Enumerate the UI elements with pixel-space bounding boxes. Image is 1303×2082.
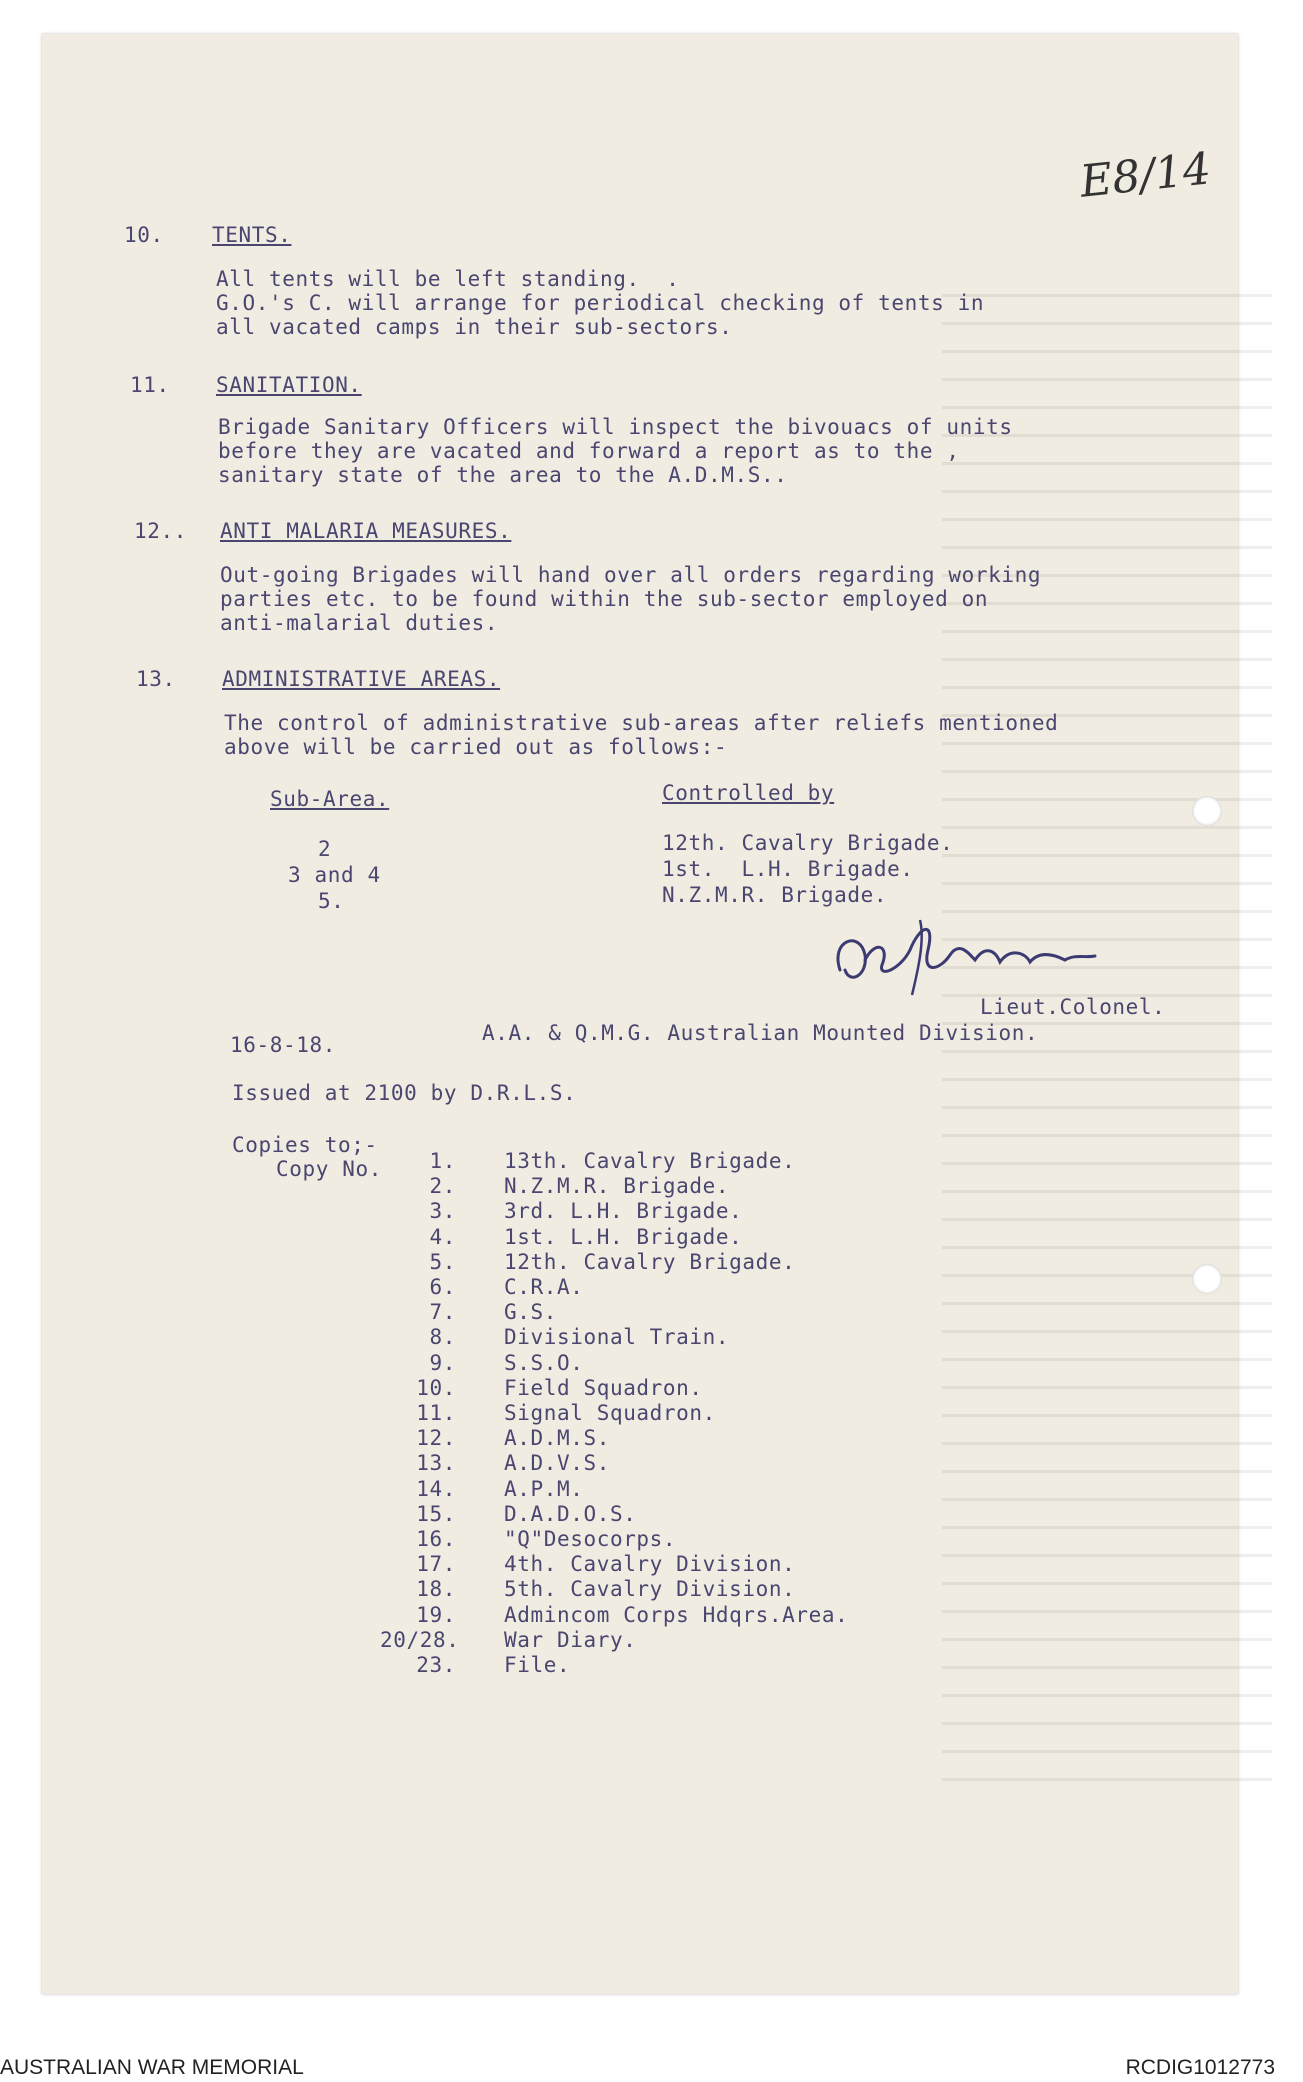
copy-recipient: C.R.A.	[504, 1275, 584, 1299]
section-12-line: anti-malarial duties.	[220, 611, 499, 635]
section-11-number: 11.	[130, 373, 170, 397]
section-11-title: SANITATION.	[216, 373, 362, 397]
footer-reference: RCDIG1012773	[1125, 2056, 1275, 2079]
section-11-line: Brigade Sanitary Officers will inspect the bivouacs of units	[218, 415, 1013, 439]
section-11-line: before they are vacated and forward a report as to the ,	[218, 439, 960, 463]
signatory-appointment: A.A. & Q.M.G. Australian Mounted Division.	[482, 1021, 1039, 1045]
copy-recipient: 3rd. L.H. Brigade.	[504, 1199, 743, 1224]
copy-number: 7.	[429, 1300, 456, 1325]
copy-no-label: Copy No.	[276, 1157, 382, 1181]
section-12-line: parties etc. to be found within the sub-sector employed on	[220, 587, 989, 611]
copy-number: 14.	[416, 1476, 456, 1501]
sub-area-cell: 5.	[318, 889, 345, 913]
controlled-by-cell: 1st. L.H. Brigade.	[662, 857, 914, 881]
section-10-number: 10.	[124, 223, 164, 247]
copy-number: 18.	[416, 1577, 456, 1602]
copy-recipient: A.D.M.S.	[504, 1426, 610, 1451]
copy-recipient: War Diary.	[504, 1627, 637, 1652]
copy-number: 6.	[429, 1275, 456, 1299]
copy-number: 1.	[429, 1149, 456, 1173]
copies-label: Copies to;-	[232, 1133, 378, 1157]
controlled-by-cell: 12th. Cavalry Brigade.	[662, 831, 954, 855]
copy-number: 20/28.	[380, 1627, 460, 1652]
section-13-title: ADMINISTRATIVE AREAS.	[222, 667, 501, 691]
copy-recipient: 13th. Cavalry Brigade.	[504, 1149, 796, 1173]
copy-number: 17.	[416, 1552, 456, 1577]
section-13-line: The control of administrative sub-areas after reliefs mentioned	[224, 711, 1059, 735]
copy-number: 10.	[416, 1375, 456, 1400]
section-12-title: ANTI MALARIA MEASURES.	[220, 519, 512, 543]
section-13-number: 13.	[136, 667, 176, 691]
copy-recipient: A.P.M.	[504, 1476, 584, 1501]
section-11-line: sanitary state of the area to the A.D.M.S..	[218, 463, 788, 487]
copy-recipient: N.Z.M.R. Brigade.	[504, 1174, 730, 1199]
section-12-line: Out-going Brigades will hand over all orders regarding working	[220, 563, 1042, 587]
copy-recipient: A.D.V.S.	[504, 1451, 610, 1476]
punch-hole-bottom	[1192, 1264, 1222, 1294]
copy-number: 9.	[429, 1350, 456, 1375]
copy-number: 23.	[416, 1653, 456, 1677]
copy-recipient: Field Squadron.	[504, 1375, 703, 1400]
copy-recipient: 4th. Cavalry Division.	[504, 1552, 796, 1577]
sub-area-cell: 2	[318, 837, 332, 861]
copy-recipient: Divisional Train.	[504, 1325, 730, 1350]
sub-area-header: Sub-Area.	[270, 787, 390, 811]
section-10-line: All tents will be left standing. .	[216, 267, 680, 291]
copy-number: 13.	[416, 1451, 456, 1476]
section-10-line: all vacated camps in their sub-sectors.	[216, 315, 733, 339]
copy-recipient: 1st. L.H. Brigade.	[504, 1224, 743, 1249]
copy-number: 2.	[429, 1174, 456, 1199]
controlled-by-header: Controlled by	[662, 781, 835, 805]
punch-hole-top	[1192, 796, 1222, 826]
copy-recipient: Admincom Corps Hdqrs.Area.	[504, 1602, 849, 1627]
distribution-list	[380, 1148, 900, 1708]
copy-recipient: S.S.O.	[504, 1350, 584, 1375]
controlled-by-cell: N.Z.M.R. Brigade.	[662, 883, 888, 907]
copy-recipient: File.	[504, 1653, 571, 1677]
copy-recipient: "Q"Desocorps.	[504, 1527, 677, 1551]
handwritten-reference: E8/14	[1077, 143, 1214, 208]
sub-area-cell: 3 and 4	[288, 863, 381, 887]
copy-number: 19.	[416, 1602, 456, 1627]
copy-recipient: D.A.D.O.S.	[504, 1501, 637, 1526]
copy-number: 3.	[429, 1199, 456, 1224]
copy-number: 8.	[429, 1325, 456, 1350]
section-10-title: TENTS.	[212, 223, 292, 247]
copy-recipient: Signal Squadron.	[504, 1401, 716, 1425]
copy-number: 5.	[429, 1249, 456, 1274]
section-10-line: G.O.'s C. will arrange for periodical checking of tents in	[216, 291, 985, 315]
copy-recipient: 5th. Cavalry Division.	[504, 1577, 796, 1602]
section-13-line: above will be carried out as follows:-	[224, 735, 728, 759]
issued-line: Issued at 2100 by D.R.L.S.	[232, 1081, 577, 1105]
section-12-number: 12..	[134, 519, 187, 543]
signatory-rank: Lieut.Colonel.	[980, 995, 1166, 1019]
copy-number: 15.	[416, 1501, 456, 1526]
copy-number: 12.	[416, 1426, 456, 1451]
copy-recipient: G.S.	[504, 1300, 557, 1325]
copy-number: 11.	[416, 1401, 456, 1425]
copy-number: 4.	[429, 1224, 456, 1249]
order-date: 16-8-18.	[230, 1033, 336, 1057]
copy-number: 16.	[416, 1527, 456, 1551]
footer-institution: AUSTRALIAN WAR MEMORIAL	[0, 2056, 304, 2079]
copy-recipient: 12th. Cavalry Brigade.	[504, 1249, 796, 1274]
